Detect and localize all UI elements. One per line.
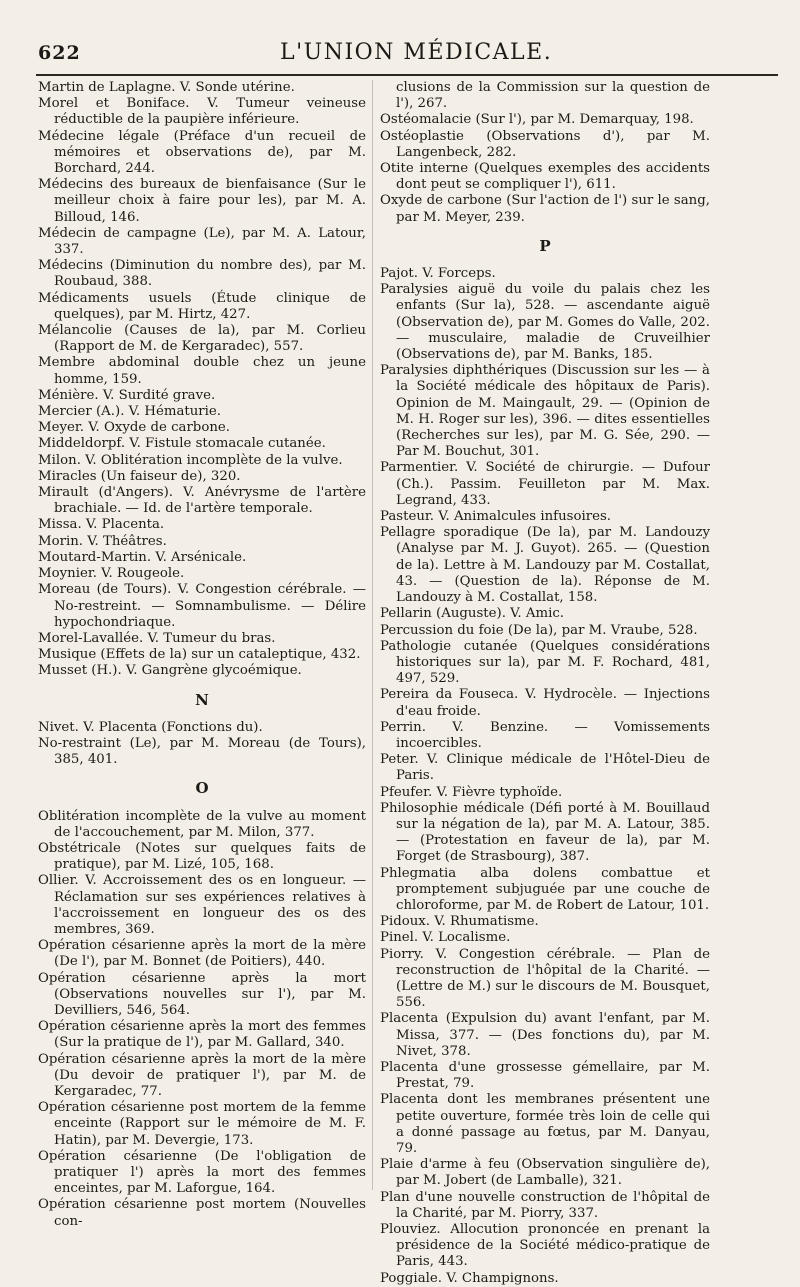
- index-entry: Opération césarienne post mortem (Nouvelles con-: [38, 1197, 366, 1229]
- index-entry: Pathologie cutanée (Quelques considérations historiques sur la), par M. F. Rochard, 481, 497, 529.: [380, 638, 710, 687]
- index-entry: Opération césarienne après la mort de la mère (De l'), par M. Bonnet (de Poitiers), 440.: [38, 938, 366, 970]
- index-entry: Ostéomalacie (Sur l'), par M. Demarquay, 198.: [380, 112, 694, 128]
- index-entry: Obstétricale (Notes sur quelques faits de pratique), par M. Lizé, 105, 168.: [38, 840, 366, 873]
- index-entry: Otite interne (Quelques exemples des accidents dont peut se compliquer l'), 611.: [380, 161, 710, 193]
- index-entry: Morin. V. Théâtres.: [38, 533, 167, 549]
- index-entry: No-restraint (Le), par M. Moreau (de Tours), 385, 401.: [38, 735, 366, 768]
- index-entry: Opération césarienne (De l'obligation de pratiquer l') après la mort des femmes enceintes, par M. Laforgue, 164.: [38, 1148, 366, 1197]
- index-entry: Opération césarienne après la mort des femmes (Sur la pratique de l'), par M. Gallard, 340.: [38, 1019, 366, 1051]
- index-entry: Opération césarienne après la mort (Observations nouvelles sur l'), par M. Devilliers, 546, 564.: [38, 970, 366, 1018]
- index-entry: Oblitération incomplète de la vulve au moment de l'accouchement, par M. Milon, 377.: [38, 808, 366, 840]
- index-entry: Opération césarienne après la mort de la mère (Du devoir de pratiquer l'), par M. de Kergaradec, 77.: [38, 1051, 366, 1099]
- index-entry: Médecine légale (Préface d'un recueil de mémoires et observations de), par M. Borchard, 244.: [38, 128, 366, 177]
- index-entry: Miracles (Un faiseur de), 320.: [38, 468, 241, 484]
- index-entry: Musique (Effets de la) sur un cataleptique, 432.: [38, 647, 361, 663]
- index-entry: Plouviez. Allocution prononcée en prenant la présidence de la Société médico-pratique de Paris, 443.: [380, 1222, 710, 1270]
- index-entry: Ménière. V. Surdité grave.: [38, 387, 216, 403]
- index-entry: Perrin. V. Benzine. — Vomissements incoercibles.: [380, 719, 710, 751]
- index-entry: Placenta dont les membranes présentent une petite ouverture, formée très loin de celle qui a donné passage au fœtus, par M. Danyau, 79.: [380, 1092, 710, 1156]
- running-title: L'UNION MÉDICALE.: [280, 40, 553, 65]
- index-entry: Morel et Boniface. V. Tumeur veineuse réductible de la paupière inférieure.: [38, 96, 366, 128]
- index-column-left: [38, 80, 366, 1230]
- index-entry: Pidoux. V. Rhumatisme.: [380, 914, 539, 930]
- index-entry: Paralysies diphthériques (Discussion sur les — à la Société médicale des hôpitaux de Paris). Opinion de M. Maingault, 29. — (Opinion de M. H. Roger sur les), 396. — dites essentielles (Recherches sur les), par M. G. Sée, 290. — Par M. Bouchut, 301.: [380, 363, 710, 460]
- index-entry: Placenta (Expulsion du) avant l'enfant, par M. Missa, 377. — (Des fonctions du), par M. Nivet, 378.: [380, 1011, 710, 1059]
- index-entry: Pfeufer. V. Fièvre typhoïde.: [380, 784, 563, 800]
- index-entry: Moutard-Martin. V. Arsénicale.: [38, 549, 247, 565]
- index-entry: Paralysies aiguë du voile du palais chez les enfants (Sur la), 528. — ascendante aiguë (Observation de), par M. Gomes do Valle, 202. — musculaire, maladie de Cruveilhier (Observations de), par M. Banks, 185.: [380, 282, 710, 363]
- index-entry: Mélancolie (Causes de la), par M. Corlieu (Rapport de M. de Kergaradec), 557.: [38, 323, 366, 355]
- index-entry: Martin de Laplagne. V. Sonde utérine.: [38, 80, 295, 95]
- index-entry: Peter. V. Clinique médicale de l'Hôtel-Dieu de Paris.: [380, 752, 710, 784]
- index-entry: Pinel. V. Localisme.: [380, 930, 511, 946]
- index-entry: Pasteur. V. Animalcules infusoires.: [380, 509, 612, 525]
- index-entry: Médecins (Diminution du nombre des), par M. Roubaud, 388.: [38, 258, 366, 290]
- index-entry: Parmentier. V. Société de chirurgie. — Dufour (Ch.). Passim. Feuilleton par M. Max. Legrand, 433.: [380, 460, 710, 508]
- index-entry: Pellarin (Auguste). V. Amic.: [380, 606, 565, 622]
- section-letter: P: [539, 236, 551, 255]
- index-entry: Ollier. V. Accroissement des os en longueur. — Réclamation sur ses expériences relatives à l'accroissement en longueur des os des membres, 369.: [38, 873, 366, 937]
- index-entry: Ostéoplastie (Observations d'), par M. Langenbeck, 282.: [380, 128, 710, 160]
- header-rule: [36, 74, 778, 76]
- section-letter: O: [195, 779, 209, 798]
- index-entry: Morel-Lavallée. V. Tumeur du bras.: [38, 630, 276, 646]
- index-entry: Pellagre sporadique (De la), par M. Landouzy (Analyse par M. J. Guyot). 265. — (Question de la). Lettre à M. Landouzy par M. Costallat, 43. — (Question de la). Réponse de M. Landouzy à M. Costallat, 158.: [380, 525, 710, 606]
- index-entry: Mercier (A.). V. Hématurie.: [38, 404, 221, 420]
- index-entry: Middeldorpf. V. Fistule stomacale cutanée.: [38, 436, 326, 452]
- index-entry: Plaie d'arme à feu (Observation singulière de), par M. Jobert (de Lamballe), 321.: [380, 1157, 710, 1189]
- section-letter: N: [195, 690, 209, 709]
- page-number: 622: [38, 42, 81, 64]
- index-entry: Piorry. V. Congestion cérébrale. — Plan de reconstruction de l'hôpital de la Charité. — (Lettre de M.) sur le discours de M. Bousquet, 556.: [380, 946, 710, 1011]
- index-entry: Membre abdominal double chez un jeune homme, 159.: [38, 355, 366, 387]
- index-entry: Philosophie médicale (Défi porté à M. Bouillaud sur la négation de la), par M. A. Latour, 385. — (Protestation en faveur de la), par M. Forget (de Strasbourg), 387.: [380, 800, 710, 865]
- index-entry: Oxyde de carbone (Sur l'action de l') sur le sang, par M. Meyer, 239.: [380, 193, 710, 225]
- index-entry: Milon. V. Oblitération incomplète de la vulve.: [38, 452, 343, 468]
- index-entry: Plan d'une nouvelle construction de l'hôpital de la Charité, par M. Piorry, 337.: [380, 1189, 710, 1221]
- index-column-right: [380, 80, 710, 1287]
- page-header: [0, 0, 800, 70]
- index-entry: Médicaments usuels (Étude clinique de quelques), par M. Hirtz, 427.: [38, 290, 366, 322]
- index-entry: Pereira da Fouseca. V. Hydrocèle. — Injections d'eau froide.: [380, 687, 710, 719]
- index-entry: Médecin de campagne (Le), par M. A. Latour, 337.: [38, 225, 366, 258]
- index-entry: Musset (H.). V. Gangrène glycoémique.: [38, 663, 302, 679]
- index-entry: Médecins des bureaux de bienfaisance (Sur le meilleur choix à faire pour les), par M. A. Billoud, 146.: [38, 177, 366, 225]
- index-entry: Phlegmatia alba dolens combattue et promptement subjuguée par une couche de chloroforme, par M. de Robert de Latour, 101.: [380, 865, 710, 913]
- index-entry: Placenta d'une grossesse gémellaire, par M. Prestat, 79.: [380, 1059, 710, 1092]
- column-divider: [372, 80, 373, 1190]
- index-entry: Percussion du foie (De la), par M. Vraube, 528.: [380, 622, 698, 638]
- index-entry: Nivet. V. Placenta (Fonctions du).: [38, 719, 263, 735]
- index-entry: clusions de la Commission sur la question de l'), 267.: [396, 80, 710, 112]
- index-entry: Poggiale. V. Champignons.: [380, 1270, 559, 1286]
- index-entry: Missa. V. Placenta.: [38, 517, 165, 533]
- index-entry: Pajot. V. Forceps.: [380, 266, 496, 282]
- index-entry: Meyer. V. Oxyde de carbone.: [38, 420, 230, 436]
- index-entry: Mirault (d'Angers). V. Anévrysme de l'artère brachiale. — Id. de l'artère temporale.: [38, 485, 366, 517]
- index-entry: Moynier. V. Rougeole.: [38, 566, 185, 582]
- index-entry: Opération césarienne post mortem de la femme enceinte (Rapport sur le mémoire de M. F. Hatin), par M. Devergie, 173.: [38, 1100, 366, 1148]
- index-entry: Moreau (de Tours). V. Congestion cérébrale. — No-restreint. — Somnambulisme. — Délire hypochondriaque.: [38, 582, 366, 630]
